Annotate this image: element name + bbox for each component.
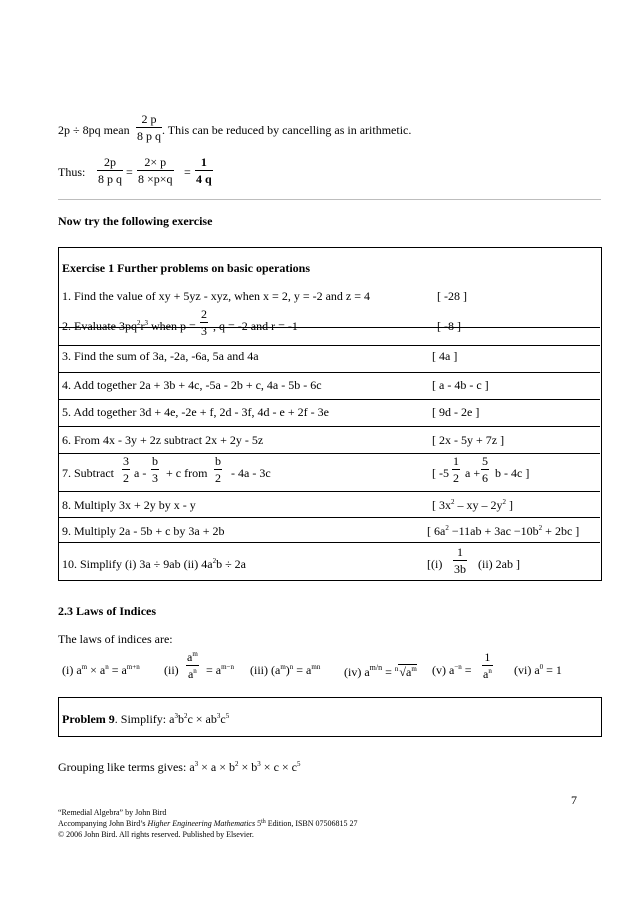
row-divider <box>58 399 600 400</box>
law-3: (iii) $(a^m)^n = a^{mn}$ <box>250 663 321 677</box>
row-divider <box>58 372 600 373</box>
intro-text-b: . This can be reduced by cancelling as in arithmetic. <box>162 123 412 137</box>
answer-2: [ -8 ] <box>437 319 461 333</box>
answer-1: [ -28 ] <box>437 289 467 303</box>
row-divider <box>58 491 600 492</box>
question-10: 10. Simplify (i) 3a ÷ 9ab (ii) $4a^2b \div 2a$ <box>62 557 246 571</box>
question-6: 6. From 4x - 3y + 2z subtract 2x + 2y - 5z <box>62 433 264 447</box>
exercise-title: Exercise 1 Further problems on basic operations <box>62 261 310 275</box>
question-7-part-d: - 4a - 3c <box>231 466 271 480</box>
answer-10-fraction: 1 3b <box>454 545 466 576</box>
law-4: (iv) $a^{m/n} = ^n√a^m$ <box>344 663 417 679</box>
answer-10-part-b: (ii) 2ab ] <box>478 557 520 571</box>
section-heading: 2.3 Laws of Indices <box>58 604 157 618</box>
page-number: 7 <box>571 793 577 807</box>
equals-sign: = <box>184 165 191 179</box>
footer-line-1: “Remedial Algebra” by John Bird <box>58 808 167 817</box>
question-3: 3. Find the sum of 3a, -2a, -6a, 5a and 4a <box>62 349 259 363</box>
question-7-fraction-1: 3 2 <box>123 454 129 485</box>
answer-7-fraction-2: 5 6 <box>482 454 488 485</box>
intro-text-a: 2p ÷ 8pq mean <box>58 123 130 137</box>
now-try-heading: Now try the following exercise <box>58 214 213 228</box>
answer-7-fraction-1: 1 2 <box>453 454 459 485</box>
law-6: (vi) $a^0 = 1$ <box>514 663 562 677</box>
law-5-label: (v) $a^{-n}$ = <box>432 663 472 677</box>
question-7-prefix: 7. Subtract <box>62 466 114 480</box>
question-2-fraction: 2 3 <box>201 307 207 338</box>
thus-fraction-1: 2p 8 p q <box>98 155 122 186</box>
law-2-label: (ii) <box>164 663 179 677</box>
answer-7-part-b: a + <box>465 466 481 480</box>
grouping-line: Grouping like terms gives: $a^3 \times a \times b^2 \times b^3 \times c \times c^5$ <box>58 760 301 774</box>
law-1: (i) $a^m \times a^n = a^{m+n}$ <box>62 663 140 677</box>
question-9: 9. Multiply 2a - 5b + c by 3a + 2b <box>62 524 225 538</box>
question-4: 4. Add together 2a + 3b + 4c, -5a - 2b + c, 4a - 5b - 6c <box>62 378 322 392</box>
answer-3: [ 4a ] <box>432 349 458 363</box>
thus-label: Thus: <box>58 165 86 179</box>
answer-5: [ 9d - 2e ] <box>432 405 480 419</box>
question-1: 1. Find the value of xy + 5yz - xyz, when x = 2, y = -2 and z = 4 <box>62 289 371 303</box>
intro-line-1 <box>58 123 130 138</box>
question-2-rest: , q = -2 and r = -1 <box>213 319 298 333</box>
divider <box>58 199 601 200</box>
answer-10-prefix: [(i) <box>427 557 443 571</box>
law-2-rhs: = $a^{m-n}$ <box>206 663 234 677</box>
question-7-part-c: + c from <box>166 466 208 480</box>
law-2-fraction: $a^m$ $a^n$ <box>187 650 198 681</box>
thus-fraction-3: 1 4 q <box>196 155 212 186</box>
question-2: 2. Evaluate $3pq^2r^3$ when p = <box>62 319 196 333</box>
equals-sign: = <box>126 165 133 179</box>
answer-7-prefix: [ -5 <box>432 466 449 480</box>
row-divider <box>58 453 600 454</box>
footer-line-2: Accompanying John Bird’s Higher Engineering Mathematics 5th Edition, ISBN 07506815 27 <box>58 819 358 828</box>
answer-7-part-c: b - 4c ] <box>495 466 530 480</box>
question-7-fraction-3: b 2 <box>215 454 221 485</box>
section-intro: The laws of indices are: <box>58 632 173 646</box>
question-7-part-b: a - <box>134 466 147 480</box>
row-divider <box>58 517 600 518</box>
question-8: 8. Multiply 3x + 2y by x - y <box>62 498 196 512</box>
question-7-fraction-2: b 3 <box>152 454 158 485</box>
answer-8: [ $3x^2$ – xy – $2y^2$ ] <box>432 498 513 512</box>
answer-6: [ 2x - 5y + 7z ] <box>432 433 505 447</box>
footer-line-3: © 2006 John Bird. All rights reserved. Published by Elsevier. <box>58 830 254 839</box>
problem-9: Problem 9. Simplify: $a^3b^2c \times ab^3c^5$ <box>62 712 230 726</box>
row-divider <box>58 426 600 427</box>
question-5: 5. Add together 3d + 4e, -2e + f, 2d - 3f, 4d - e + 2f - 3e <box>62 405 329 419</box>
thus-fraction-2: 2× p 8 ×p×q <box>138 155 173 186</box>
answer-4: [ a - 4b - c ] <box>432 378 489 392</box>
intro-fraction-1: 2 p 8 p q <box>137 112 161 143</box>
answer-9: [ $6a^2 -11ab + 3ac -10b^2 + 2bc$ ] <box>427 524 580 538</box>
row-divider <box>58 542 600 543</box>
row-divider <box>58 345 600 346</box>
law-5-fraction: 1 $a^n$ <box>483 650 492 681</box>
